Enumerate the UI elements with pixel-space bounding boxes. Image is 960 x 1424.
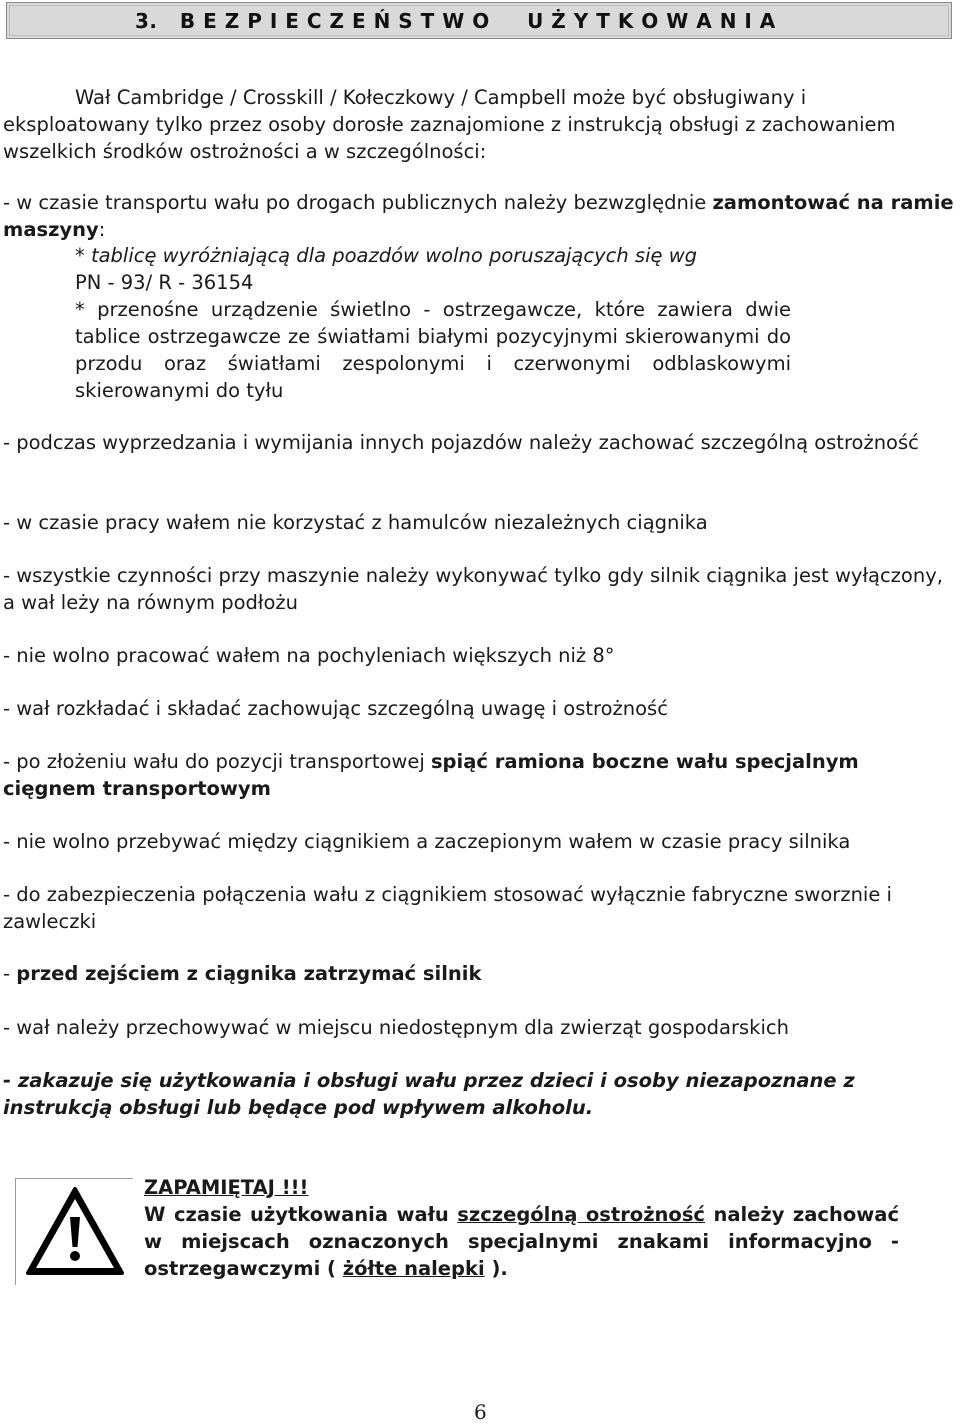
warning-text-3: ).	[484, 1257, 508, 1280]
rule-transport-emphasis: zamontować na ramie maszyny	[3, 191, 954, 241]
warning-body	[144, 1201, 899, 1282]
rule-stop-engine	[3, 960, 958, 987]
rule-light-device: * przenośne urządzenie świetlno - ostrzegawcze, które zawiera dwie tablice ostrzegawcze ze światłami białymi pozycyjnymi skierowanymi do przodu oraz światłami zespolonymi i czerwonymi odblaskowymi skierowanymi do tyłu	[75, 298, 791, 402]
rule-overtaking: - podczas wyprzedzania i wymijania innych pojazdów należy zachować szczególną ostrożność	[3, 431, 919, 454]
warning-text-1: W czasie użytkowania wału	[144, 1203, 458, 1226]
warning-block	[144, 1174, 899, 1282]
rule-slopes: - nie wolno pracować wałem na pochyleniach większych niż 8°	[3, 644, 615, 667]
rule-fold-emphasis: spiąć ramiona boczne wału specjalnym cięgnem transportowym	[3, 750, 859, 800]
rule-transport-colon: :	[98, 218, 106, 241]
warning-stickers: żółte nalepki	[342, 1257, 485, 1280]
rule-stop-emphasis: przed zejściem z ciągnika zatrzymać silnik	[16, 962, 482, 985]
warning-icon	[24, 1185, 126, 1277]
rule-transport-fold	[3, 748, 958, 802]
rule-transport-text: - w czasie transportu wału po drogach publicznych należy bezwzględnie	[3, 191, 713, 214]
rule-sign-line: * tablicę wyróżniającą dla poazdów wolno poruszających się wg	[75, 244, 698, 267]
rule-children: - zakazuje się użytkowania i obsługi wału przez dzieci i osoby niezapoznane z instrukcją obsługi lub będące pod wpływem alkoholu.	[3, 1069, 855, 1119]
rule-transport	[3, 189, 958, 243]
rule-fold-text: - po złożeniu wału do pozycji transportowej	[3, 750, 431, 773]
rule-stop-dash: -	[3, 962, 17, 985]
rule-between: - nie wolno przebywać między ciągnikiem a zaczepionym wałem w czasie pracy silnika	[3, 830, 851, 853]
rule-engine-off: - wszystkie czynności przy maszynie należy wykonywać tylko gdy silnik ciągnika jest wyłączony, a wał leży na równym podłożu	[3, 564, 943, 614]
rule-sign-standard: PN - 93/ R - 36154	[75, 271, 254, 294]
warning-text-2: należy zachować w miejscach oznaczonych specjalnymi znakami informacyjno - ostrzegawczymi (	[144, 1203, 900, 1280]
intro-paragraph: Wał Cambridge / Crosskill / Kołeczkowy / Campbell może być obsługiwany i eksploatowany tylko przez osoby dorosłe zaznajomione z instrukcją obsługi z zachowaniem wszelkich środków ostrożności a w szczególności:	[3, 86, 896, 163]
rule-folding: - wał rozkładać i składać zachowując szczególną uwagę i ostrożność	[3, 697, 668, 720]
section-header	[6, 2, 952, 39]
rule-pins: - do zabezpieczenia połączenia wału z ciągnikiem stosować wyłącznie fabryczne sworznie i zawleczki	[3, 883, 892, 933]
warning-title: ZAPAMIĘTAJ !!!	[144, 1176, 309, 1199]
warning-emphasis: szczególną ostrożność	[457, 1203, 705, 1226]
rule-brakes: - w czasie pracy wałem nie korzystać z hamulców niezależnych ciągnika	[3, 511, 708, 534]
rule-storage: - wał należy przechowywać w miejscu niedostępnym dla zwierząt gospodarskich	[3, 1016, 789, 1039]
warning-sign	[15, 1178, 133, 1285]
page-number: 6	[474, 1400, 487, 1424]
section-title: 3. B E Z P I E C Z E Ń S T W O U Ż Y T K O W A N I A	[135, 9, 776, 33]
